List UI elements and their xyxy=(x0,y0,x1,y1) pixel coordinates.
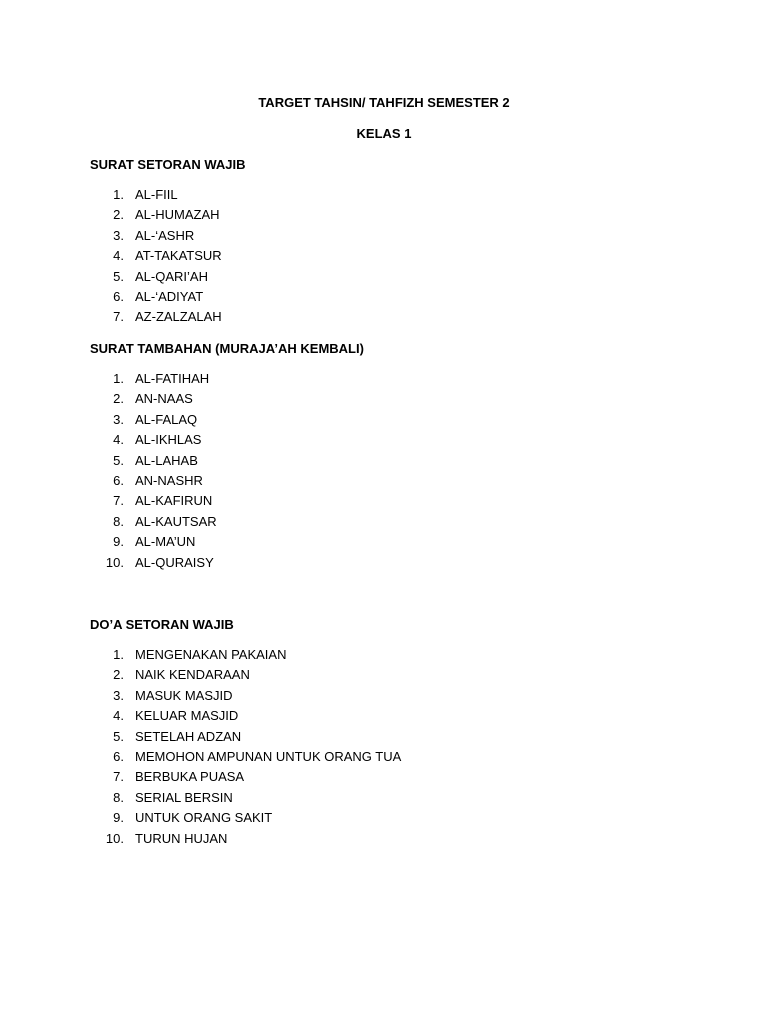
item-number: 10. xyxy=(105,830,124,846)
item-number: 3. xyxy=(113,411,124,427)
item-text: AL-HUMAZAH xyxy=(135,207,220,223)
item-number: 1. xyxy=(113,371,124,386)
section-heading-doa-setoran-wajib: DO’A SETORAN WAJIB xyxy=(90,617,234,632)
item-text: KELUAR MASJID xyxy=(135,708,239,724)
item-number: 8. xyxy=(113,789,124,805)
list-item xyxy=(0,810,768,830)
list-item xyxy=(0,473,768,493)
list-item xyxy=(0,790,768,810)
list-item xyxy=(0,831,768,851)
item-text: AL-KAUTSAR xyxy=(135,513,217,529)
item-number: 1. xyxy=(113,187,124,202)
item-number: 5. xyxy=(113,452,124,468)
item-text: AL-MA’UN xyxy=(135,534,196,550)
item-text: AL-IKHLAS xyxy=(135,432,202,448)
item-text: AL-FALAQ xyxy=(135,411,198,427)
item-number: 6. xyxy=(113,748,124,764)
item-text: SETELAH ADZAN xyxy=(135,728,242,744)
list-item xyxy=(0,555,768,575)
item-number: 7. xyxy=(113,769,124,785)
item-text: AL-KAFIRUN xyxy=(135,493,213,509)
list-surat-setoran-wajib xyxy=(0,187,768,330)
item-text: SERIAL BERSIN xyxy=(135,789,233,805)
item-text: MENGENAKAN PAKAIAN xyxy=(135,647,287,662)
item-text: AL-FATIHAH xyxy=(135,371,210,386)
list-item xyxy=(0,647,768,667)
item-number: 1. xyxy=(113,647,124,662)
item-text: AL-‘ASHR xyxy=(135,227,195,243)
list-item xyxy=(0,309,768,329)
item-text: AN-NAAS xyxy=(135,391,193,407)
item-text: TURUN HUJAN xyxy=(135,830,228,846)
item-number: 6. xyxy=(113,288,124,304)
item-text: AZ-ZALZALAH xyxy=(135,309,222,325)
item-number: 6. xyxy=(113,472,124,488)
list-item xyxy=(0,248,768,268)
list-item xyxy=(0,667,768,687)
list-item xyxy=(0,187,768,207)
item-text: AN-NASHR xyxy=(135,472,203,488)
list-item xyxy=(0,391,768,411)
item-number: 2. xyxy=(113,207,124,223)
list-item xyxy=(0,729,768,749)
item-number: 9. xyxy=(113,534,124,550)
list-item xyxy=(0,534,768,554)
item-number: 5. xyxy=(113,728,124,744)
item-text: AL-QURAISY xyxy=(135,554,214,570)
item-number: 9. xyxy=(113,810,124,826)
list-item xyxy=(0,412,768,432)
item-number: 7. xyxy=(113,493,124,509)
section-heading-surat-setoran-wajib: SURAT SETORAN WAJIB xyxy=(90,157,246,172)
item-number: 4. xyxy=(113,248,124,264)
list-item xyxy=(0,453,768,473)
item-number: 3. xyxy=(113,227,124,243)
list-item xyxy=(0,749,768,769)
item-text: AL-QARI’AH xyxy=(135,268,208,284)
item-text: NAIK KENDARAAN xyxy=(135,667,250,683)
list-item xyxy=(0,228,768,248)
list-item xyxy=(0,207,768,227)
section-heading-surat-tambahan: SURAT TAMBAHAN (MURAJA’AH KEMBALI) xyxy=(90,341,364,356)
class-label: KELAS 1 xyxy=(356,126,412,141)
item-text: BERBUKA PUASA xyxy=(135,769,245,785)
item-text: AL-‘ADIYAT xyxy=(135,288,204,304)
item-number: 7. xyxy=(113,309,124,325)
item-text: AT-TAKATSUR xyxy=(135,248,222,264)
list-item xyxy=(0,688,768,708)
item-number: 2. xyxy=(113,391,124,407)
list-item xyxy=(0,493,768,513)
document-title: TARGET TAHSIN/ TAHFIZH SEMESTER 2 xyxy=(258,95,510,110)
list-doa-setoran-wajib xyxy=(0,647,768,851)
item-number: 4. xyxy=(113,708,124,724)
item-text: AL-LAHAB xyxy=(135,452,198,468)
list-item xyxy=(0,708,768,728)
item-number: 5. xyxy=(113,268,124,284)
item-number: 3. xyxy=(113,687,124,703)
item-number: 10. xyxy=(105,554,124,570)
list-surat-tambahan xyxy=(0,371,768,575)
item-text: AL-FIIL xyxy=(135,187,178,202)
list-item xyxy=(0,269,768,289)
list-item xyxy=(0,371,768,391)
list-item xyxy=(0,514,768,534)
item-text: UNTUK ORANG SAKIT xyxy=(135,810,273,826)
item-number: 2. xyxy=(113,667,124,683)
list-item xyxy=(0,289,768,309)
list-item xyxy=(0,769,768,789)
item-number: 8. xyxy=(113,513,124,529)
item-text: MEMOHON AMPUNAN UNTUK ORANG TUA xyxy=(135,748,402,764)
item-number: 4. xyxy=(113,432,124,448)
list-item xyxy=(0,432,768,452)
item-text: MASUK MASJID xyxy=(135,687,233,703)
